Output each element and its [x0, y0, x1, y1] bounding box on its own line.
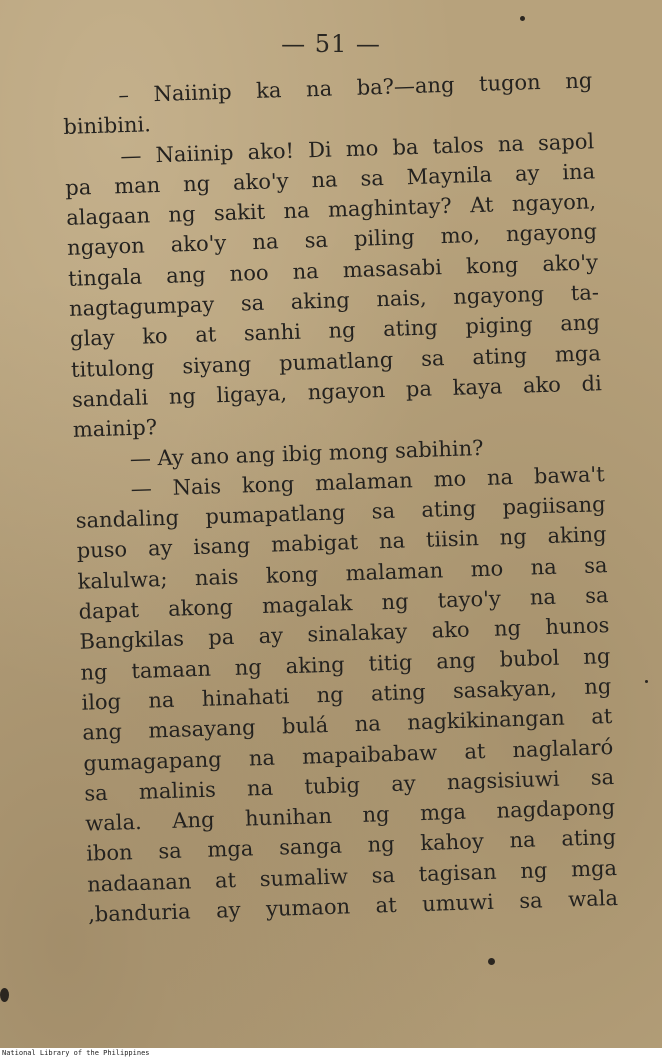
text-line: sa malinis na tubig ay nagsisiuwi sa — [83, 764, 615, 806]
text-line: binibini. — [63, 112, 152, 140]
text-line: ibon sa mga sanga ng kahoy na ating — [85, 825, 617, 867]
text-line: titulong siyang pumatlang sa ating mga — [70, 340, 602, 382]
text-line: nagtagumpay sa aking nais, ngayong ta- — [68, 280, 600, 321]
page-number: — 51 — — [281, 30, 381, 58]
text-line: ang masayang bulá na nagkikinangan at — [82, 704, 613, 745]
text-line: alagaan ng sakit na maghintay? At ngayon, — [65, 189, 597, 231]
text-line: nadaanan at sumaliw sa tagisan ng mga — [86, 855, 618, 897]
text-line: sandali ng ligaya, ngayon pa kaya ako di — [71, 371, 603, 412]
ink-speck — [520, 16, 525, 21]
text-line: kalulwa; nais kong malaman mo na sa — [77, 552, 608, 594]
text-line: – Naiinip ka na ba?—ang tugon ng — [118, 68, 593, 108]
text-line: — Ay ano ang ibig mong sabihin? — [129, 435, 484, 471]
text-line: pa man ng ako'y na sa Maynila ay ina — [64, 159, 596, 200]
text-line: ng tamaan ng aking titig ang bubol ng — [80, 643, 611, 685]
text-line: Bangkilas pa ay sinalakay ako ng hunos — [79, 613, 610, 655]
text-line: puso ay isang mabigat na tiisin ng aking — [76, 522, 607, 564]
text-line: — Nais kong malaman mo na bawa't — [130, 462, 605, 501]
text-line: ,banduria ay yumaon at umuwi sa wala — [87, 885, 619, 927]
text-line: glay ko at sanhi ng ating piging ang — [69, 310, 601, 352]
ink-speck — [488, 958, 495, 965]
text-line: wala. Ang hunihan ng mga nagdapong — [84, 795, 616, 836]
text-line: ilog na hinahati ng ating sasakyan, ng — [81, 673, 612, 715]
text-line: dapat akong magalak ng tayo'y na sa — [78, 583, 609, 624]
body-text — [62, 65, 618, 930]
text-line: — Naiinip ako! Di mo ba talos na sapol — [119, 128, 595, 168]
library-credit: National Library of the Philippines — [0, 1049, 662, 1058]
ink-speck — [0, 988, 9, 1002]
text-line: mainip? — [72, 415, 158, 443]
text-line: gumagapang na mapaibabaw at naglalaró — [83, 734, 614, 776]
text-line: tingala ang noo na masasabi kong ako'y — [67, 250, 599, 291]
ink-speck — [645, 680, 648, 683]
text-line: ngayon ako'y na sa piling mo, ngayong — [66, 219, 598, 261]
text-line: sandaling pumapatlang sa ating pagiisang — [75, 492, 606, 533]
